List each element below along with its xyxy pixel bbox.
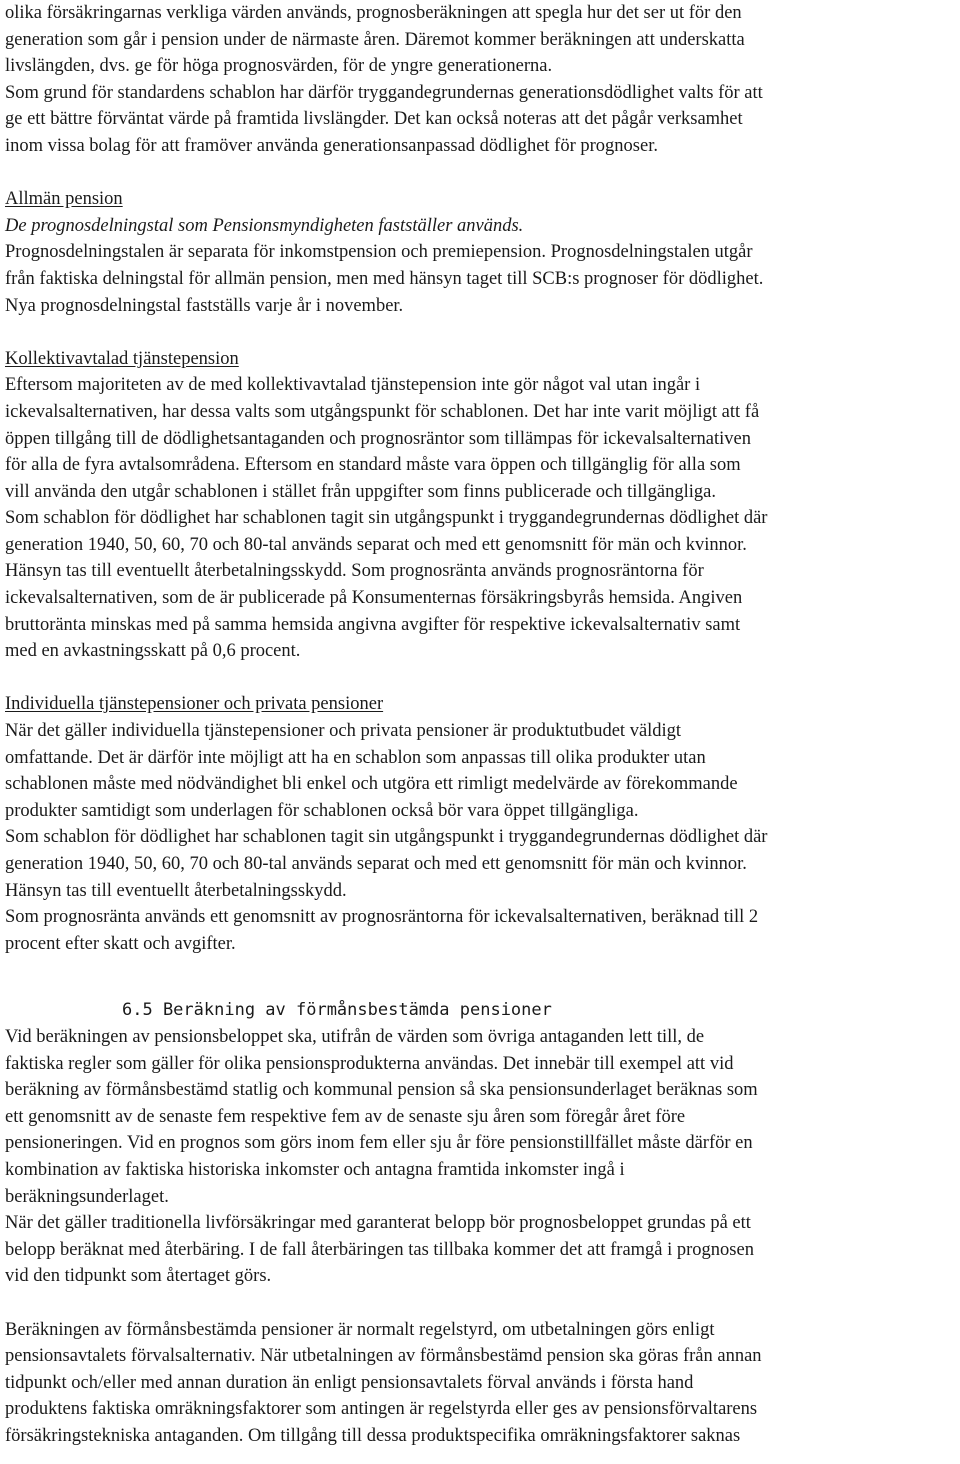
text-line: kombination av faktiska historiska inkomster och antagna framtida inkomster ingå i [5, 1159, 625, 1180]
text-line: Nya prognosdelningstal fastställs varje år i november. [5, 295, 404, 316]
text-line: ett genomsnitt av de senaste fem respektive fem av de senaste sju åren som föregår året före [5, 1106, 686, 1127]
text-line: öppen tillgång till de dödlighetsantaganden och prognosräntor som tillämpas för ickevalsalternativen [5, 428, 751, 449]
text-line: generation som går i pension under de närmaste åren. Däremot kommer beräkningen att underskatta [5, 29, 745, 50]
text-line: med en avkastningsskatt på 0,6 procent. [5, 641, 301, 662]
text-line: Eftersom majoriteten av de med kollektivavtalad tjänstepension inte gör något val utan ingår i [5, 375, 701, 396]
intro-section [5, 0, 953, 160]
text-line: beräkningsunderlaget. [5, 1186, 169, 1207]
text-line: pensioneringen. Vid en prognos som görs inom fem eller sju år före pensionstillfället måste därför en [5, 1133, 753, 1154]
text-line: bruttoränta minskas med på samma hemsida angivna avgifter för respektive ickevalsalternativ samt [5, 614, 741, 635]
section-6-5 [5, 997, 953, 1449]
text-line: försäkringstekniska antaganden. Om tillgång till dessa produktspecifika omräkningsfaktorer saknas [5, 1425, 741, 1446]
text-line: När det gäller individuella tjänstepensioner och privata pensioner är produktutbudet väldigt [5, 721, 682, 742]
text-line: livslängden, dvs. ge för höga prognosvärden, för de yngre generationerna. [5, 56, 553, 77]
individuella-section [5, 691, 953, 957]
text-line: från faktiska delningstal för allmän pension, men med hänsyn taget till SCB:s prognoser för dödlighet. [5, 268, 764, 289]
text-line: faktiska regler som gäller för olika pensionsprodukterna användas. Det innebär till exempel att vid [5, 1053, 734, 1074]
allman-pension-section [5, 186, 953, 319]
text-line: Som grund för standardens schablon har därför tryggandegrundernas generationsdödlighet valts för att [5, 82, 763, 103]
text-line: schablonen måste med nödvändighet bli enkel och utgöra ett rimligt medelvärde av förekommande [5, 774, 738, 795]
text-line: Som schablon för dödlighet har schablonen tagit sin utgångspunkt i tryggandegrundernas dödlighet där [5, 827, 768, 848]
text-line: Som schablon för dödlighet har schablonen tagit sin utgångspunkt i tryggandegrundernas dödlighet där [5, 508, 768, 529]
text-line: olika försäkringarnas verkliga värden används, prognosberäkningen att spegla hur det ser ut för den [5, 3, 742, 23]
text-line: Hänsyn tas till eventuellt återbetalningsskydd. Som prognosränta används prognosräntorna för [5, 561, 704, 582]
text-line: Prognosdelningstalen är separata för inkomstpension och premiepension. Prognosdelningstalen utgår [5, 242, 753, 263]
text-line: belopp beräknat med återbäring. I de fall återbäringen tas tillbaka kommer det att framgå i prognosen [5, 1239, 754, 1260]
text-line: vid den tidpunkt som återtaget görs. [5, 1266, 272, 1287]
section-heading: 6.5 Beräkning av förmånsbestämda pensioner [122, 1000, 552, 1021]
document-page [5, 0, 953, 1449]
text-line: procent efter skatt och avgifter. [5, 933, 236, 954]
text-line: beräkning av förmånsbestämd statlig och kommunal pension så ska pensionsunderlaget beräknas som [5, 1080, 758, 1101]
section-summary: De prognosdelningstal som Pensionsmyndigheten fastställer används. [5, 215, 524, 236]
text-line: tidpunkt och/eller med annan duration än enligt pensionsavtalets förval används i första hand [5, 1372, 694, 1393]
text-line: generation 1940, 50, 60, 70 och 80-tal används separat och med ett genomsnitt för män och kvinnor. [5, 854, 747, 874]
text-line: inom vissa bolag för att framöver använda generationsanpassad dödlighet för prognoser. [5, 135, 658, 156]
text-line: vill använda den utgår schablonen i stället från uppgifter som finns publicerade och tillgängliga. [5, 481, 717, 502]
text-line: Som prognosränta används ett genomsnitt av prognosräntorna för ickevalsalternativen, beräknad till 2 [5, 907, 759, 928]
text-line: Beräkningen av förmånsbestämda pensioner är normalt regelstyrd, om utbetalningen görs enligt [5, 1319, 715, 1340]
text-line: pensionsavtalets förvalsalternativ. När utbetalningen av förmånsbestämd pension ska göras från annan [5, 1346, 762, 1367]
text-line: produktens faktiska omräkningsfaktorer som antingen är regelstyrda eller ges av pensionsförvaltarens [5, 1399, 758, 1420]
text-line: omfattande. Det är därför inte möjligt att ha en schablon som anpassas till olika produkter utan [5, 747, 706, 768]
text-line: Hänsyn tas till eventuellt återbetalningsskydd. [5, 880, 347, 901]
text-line: för alla de fyra avtalsområdena. Eftersom en standard måste vara öppen och tillgänglig för alla som [5, 455, 741, 476]
text-line: produkter samtidigt som underlagen för schablonen också bör vara öppet tillgängliga. [5, 800, 639, 821]
text-line: ickevalsalternativen, som de är publicerade på Konsumenternas försäkringsbyrås hemsida. Angiven [5, 588, 743, 609]
text-line: Vid beräkningen av pensionsbeloppet ska, utifrån de värden som övriga antaganden lett till, de [5, 1026, 705, 1047]
text-line: generation 1940, 50, 60, 70 och 80-tal används separat och med ett genomsnitt för män och kvinnor. [5, 534, 747, 555]
section-heading: Allmän pension [5, 189, 123, 210]
text-line: ickevalsalternativen, har dessa valts som utgångspunkt för schablonen. Det har inte varit möjligt att få [5, 401, 760, 422]
section-heading: Individuella tjänstepensioner och privata pensioner [5, 694, 384, 715]
kollektivavtalad-section [5, 346, 953, 665]
section-heading: Kollektivavtalad tjänstepension [5, 348, 239, 369]
text-line: När det gäller traditionella livförsäkringar med garanterat belopp bör prognosbeloppet grundas på ett [5, 1213, 751, 1234]
text-line: ge ett bättre förväntat värde på framtida livslängder. Det kan också noteras att det pågår verksamhet [5, 109, 743, 130]
